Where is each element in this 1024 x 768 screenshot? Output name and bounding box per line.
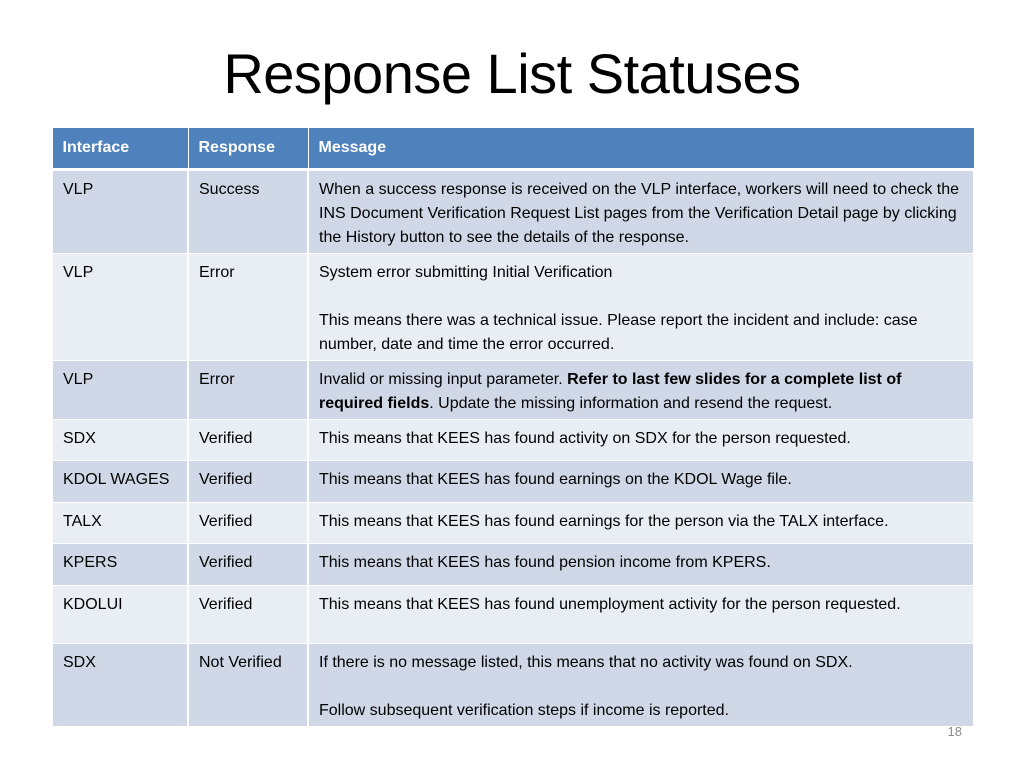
- cell-response: Error: [188, 361, 308, 420]
- cell-response: Success: [188, 170, 308, 254]
- cell-interface: TALX: [52, 503, 188, 544]
- cell-response: Verified: [188, 544, 308, 586]
- cell-response: Verified: [188, 586, 308, 644]
- cell-interface: VLP: [52, 254, 188, 361]
- table-row: [52, 420, 974, 461]
- message-line: System error submitting Initial Verification: [319, 264, 613, 281]
- cell-message: [308, 254, 974, 361]
- header-interface: Interface: [52, 128, 188, 170]
- message-text: Invalid or missing input parameter.: [319, 371, 568, 388]
- cell-message: This means that KEES has found earnings for the person via the TALX interface.: [308, 503, 974, 544]
- table-row: [52, 254, 974, 361]
- cell-response: Verified: [188, 420, 308, 461]
- header-message: Message: [308, 128, 974, 170]
- table-header-row: [52, 128, 974, 170]
- cell-interface: VLP: [52, 170, 188, 254]
- cell-message: This means that KEES has found earnings on the KDOL Wage file.: [308, 461, 974, 503]
- message-bold-text: Refer to last few slides for a complete list of required fields: [319, 371, 902, 412]
- cell-interface: KPERS: [52, 544, 188, 586]
- cell-message: [308, 361, 974, 420]
- cell-response: Error: [188, 254, 308, 361]
- page-number: 18: [947, 724, 962, 739]
- table-row: [52, 644, 974, 727]
- table-row: [52, 461, 974, 503]
- message-line: This means there was a technical issue. Please report the incident and include: case number, date and time the error occurred.: [319, 312, 918, 353]
- cell-interface: SDX: [52, 644, 188, 727]
- cell-message: This means that KEES has found unemployment activity for the person requested.: [308, 586, 974, 644]
- cell-message: [308, 644, 974, 727]
- cell-response: Not Verified: [188, 644, 308, 727]
- cell-interface: VLP: [52, 361, 188, 420]
- slide-title: Response List Statuses: [223, 42, 801, 105]
- cell-interface: KDOL WAGES: [52, 461, 188, 503]
- cell-interface: KDOLUI: [52, 586, 188, 644]
- cell-interface: SDX: [52, 420, 188, 461]
- message-line: Follow subsequent verification steps if income is reported.: [319, 702, 729, 719]
- table-row: [52, 361, 974, 420]
- header-response: Response: [188, 128, 308, 170]
- message-spacer: [319, 285, 963, 309]
- response-status-table: [51, 127, 975, 727]
- message-text: . Update the missing information and resend the request.: [429, 395, 833, 412]
- table-row: [52, 503, 974, 544]
- cell-message: This means that KEES has found pension income from KPERS.: [308, 544, 974, 586]
- message-line: If there is no message listed, this means that no activity was found on SDX.: [319, 654, 853, 671]
- cell-response: Verified: [188, 461, 308, 503]
- cell-message: This means that KEES has found activity on SDX for the person requested.: [308, 420, 974, 461]
- message-spacer: [319, 675, 963, 699]
- cell-response: Verified: [188, 503, 308, 544]
- table-row: [52, 544, 974, 586]
- table-row: [52, 170, 974, 254]
- table-row: [52, 586, 974, 644]
- cell-message: When a success response is received on the VLP interface, workers will need to check the INS Document Verification Request List pages from the Verification Detail page by clicking the History button to see the details of the response.: [308, 170, 974, 254]
